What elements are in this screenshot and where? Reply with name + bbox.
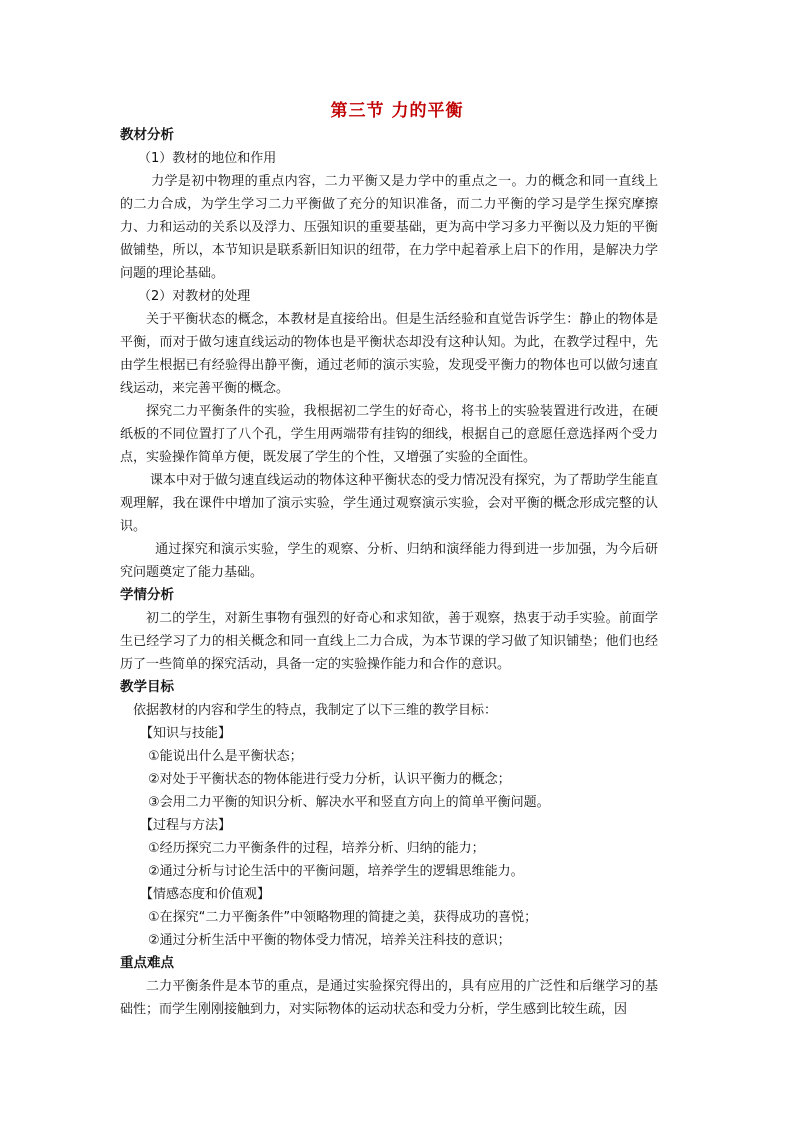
paragraph: 课本中对于做匀速直线运动的物体这种平衡状态的受力情况没有探究，为了帮助学生能直观理解，我在课件中增加了演示实验，学生通过观察演示实验，会对平衡的概念形成完整的认识。 [120,473,658,534]
goal-item: ③会用二力平衡的知识分析、解决水平和竖直方向上的简单平衡问题。 [148,795,550,810]
paragraph: 初二的学生，对新生事物有强烈的好奇心和求知欲，善于观察，热衷于动手实验。前面学生已经学习了力的相关概念和同一直线上二力合成，为本节课的学习做了知识铺垫；他们也经历了一些简单的探究活动，具备一定的实验操作能力和合作的意识。 [120,611,658,672]
subheading-processing: （2）对教材的处理 [138,289,251,304]
document-body [120,124,658,1021]
goal-label-emotion: 【情感态度和价值观】 [140,887,271,902]
heading-students: 学情分析 [120,587,174,603]
goal-item: ①在探究“二力平衡条件”中领略物理的简捷之美，获得成功的喜悦； [148,910,538,925]
heading-key-points: 重点难点 [120,955,174,971]
goal-label-process: 【过程与方法】 [140,818,232,833]
goal-item: ②通过分析与讨论生活中的平衡问题，培养学生的逻辑思维能力。 [148,864,524,879]
paragraph: 力学是初中物理的重点内容，二力平衡又是力学中的重点之一。力的概念和同一直线上的二力合成，为学生学习二力平衡做了充分的知识准备，而二力平衡的学习是学生探究摩擦力、力和运动的关系以及浮力、压强知识的重要基础，更为高中学习多力平衡以及力矩的平衡做铺垫，所以，本节知识是联系新旧知识的纽带，在力学中起着承上启下的作用，是解决力学问题的理论基础。 [120,174,658,281]
paragraph: 通过探究和演示实验，学生的观察、分析、归纳和演绎能力得到进一步加强，为今后研究问题奠定了能力基础。 [120,542,658,580]
paragraph: 探究二力平衡条件的实验，我根据初二学生的好奇心，将书上的实验装置进行改进，在硬纸板的不同位置打了八个孔，学生用两端带有挂钩的细线，根据自己的意愿任意选择两个受力点，实验操作简单方便，既发展了学生的个性，又增强了实验的全面性。 [120,404,658,465]
goal-item: ②对处于平衡状态的物体能进行受力分析，认识平衡力的概念； [148,772,511,787]
heading-goals: 教学目标 [120,679,174,695]
page-title: 第三节 力的平衡 [330,101,464,121]
goal-item: ①经历探究二力平衡条件的过程，培养分析、归纳的能力； [148,841,485,856]
subheading-position: （1）教材的地位和作用 [138,151,277,166]
paragraph: 二力平衡条件是本节的重点，是通过实验探究得出的，具有应用的广泛性和后继学习的基础性；而学生刚刚接触到力，对实际物体的运动状态和受力分析，学生感到比较生疏，因 [120,979,658,1017]
paragraph: 关于平衡状态的概念，本教材是直接给出。但是生活经验和直觉告诉学生：静止的物体是平衡，而对于做匀速直线运动的物体也是平衡状态却没有这种认知。为此，在教学过程中，先由学生根据已有经验得出静平衡，通过老师的演示实验，发现受平衡力的物体也可以做匀速直线运动，来完善平衡的概念。 [120,312,658,396]
goal-item: ①能说出什么是平衡状态； [148,749,303,764]
goal-label-knowledge: 【知识与技能】 [140,726,232,741]
goals-intro: 依据教材的内容和学生的特点，我制定了以下三维的教学目标： [133,703,498,718]
heading-material: 教材分析 [120,127,174,143]
goal-item: ②通过分析生活中平衡的物体受力情况，培养关注科技的意识； [148,933,511,948]
